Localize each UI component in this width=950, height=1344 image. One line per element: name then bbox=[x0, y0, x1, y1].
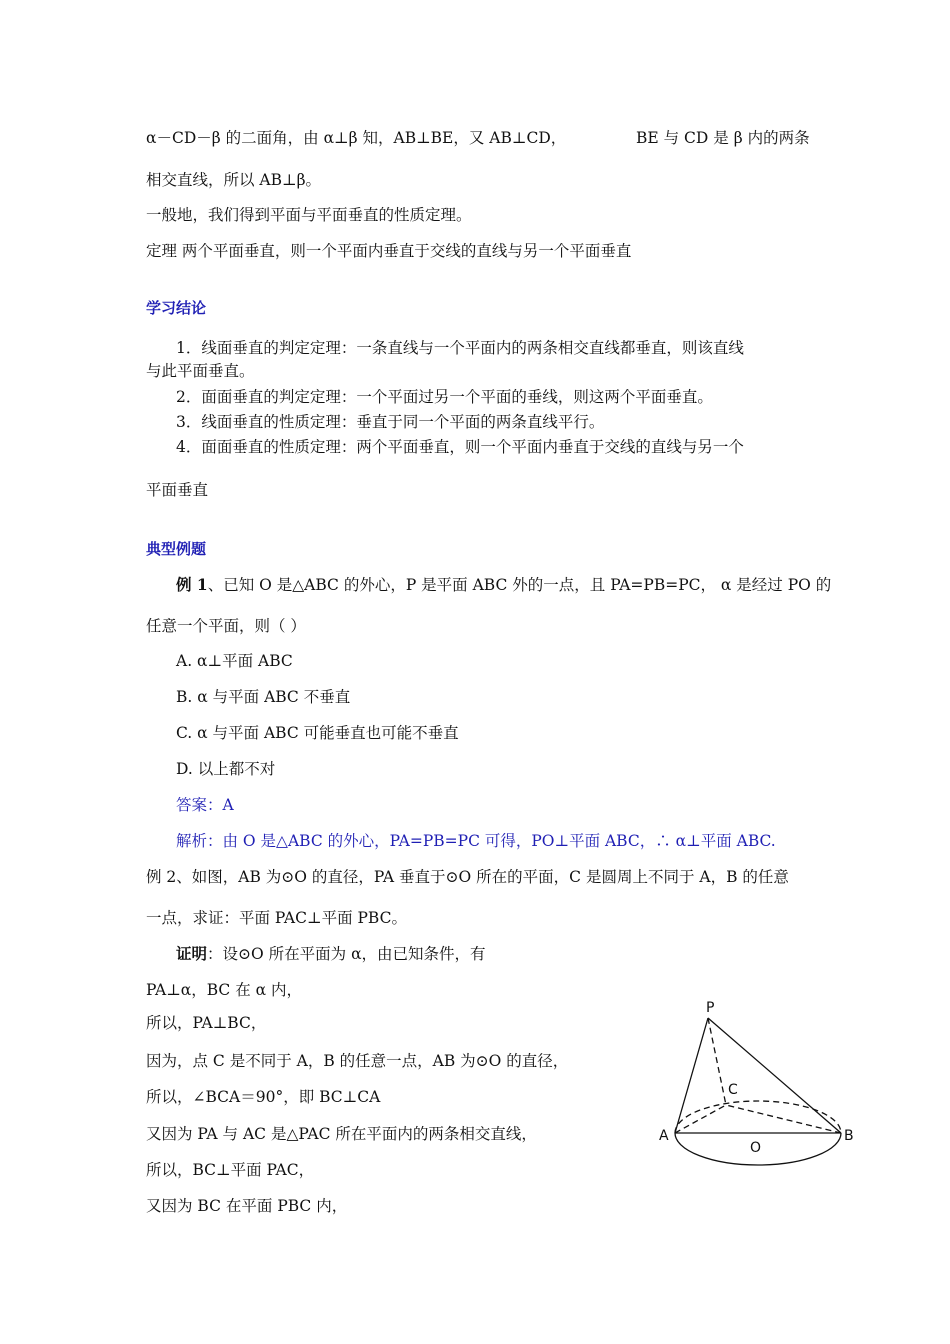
option-d: D. 以上都不对 bbox=[176, 760, 276, 778]
example-2-line-2: 一点，求证：平面 PAC⊥平面 PBC。 bbox=[146, 909, 407, 927]
label-p: P bbox=[706, 1000, 715, 1016]
intro-line-2: 相交直线，所以 AB⊥β。 bbox=[146, 171, 322, 189]
intro-line-1: α－CD－β 的二面角，由 α⊥β 知，AB⊥BE，又 AB⊥CD， bbox=[146, 129, 567, 147]
conclusion-item-4: 4．面面垂直的性质定理：两个平面垂直，则一个平面内垂直于交线的直线与另一个 bbox=[176, 438, 744, 456]
conclusion-item-1: 1．线面垂直的判定定理：一条直线与一个平面内的两条相交直线都垂直，则该直线 bbox=[176, 339, 744, 357]
proof-line-5: 又因为 PA 与 AC 是△PAC 所在平面内的两条相交直线， bbox=[146, 1125, 537, 1143]
analysis: 解析：由 O 是△ABC 的外心，PA=PB=PC 可得，PO⊥平面 ABC，∴ α⊥平面 ABC. bbox=[176, 832, 776, 850]
theorem-line: 定理 两个平面垂直，则一个平面内垂直于交线的直线与另一个平面垂直 bbox=[146, 242, 632, 260]
proof-intro: ：设⊙O 所在平面为 α，由已知条件，有 bbox=[207, 945, 486, 963]
conclusion-item-1-cont: 与此平面垂直。 bbox=[146, 362, 255, 380]
segment-bc bbox=[726, 1105, 841, 1133]
proof-line-7: 又因为 BC 在平面 PBC 内， bbox=[146, 1197, 348, 1215]
intro-line-1b: BE 与 CD 是 β 内的两条 bbox=[636, 129, 810, 147]
proof-line-0 bbox=[176, 944, 486, 964]
proof-label: 证明 bbox=[176, 944, 208, 963]
option-a: A. α⊥平面 ABC bbox=[176, 652, 293, 670]
option-c: C. α 与平面 ABC 可能垂直也可能不垂直 bbox=[176, 724, 459, 742]
geometry-figure bbox=[656, 992, 861, 1172]
segment-pb bbox=[708, 1018, 841, 1133]
conclusions-heading: 学习结论 bbox=[146, 299, 207, 317]
answer: 答案：A bbox=[176, 796, 234, 814]
label-c: C bbox=[728, 1082, 738, 1098]
segment-pa bbox=[675, 1018, 708, 1133]
conclusion-item-4-cont: 平面垂直 bbox=[146, 481, 209, 499]
segment-ac bbox=[675, 1105, 726, 1133]
label-a: A bbox=[659, 1128, 669, 1144]
example-1-text: 、已知 O 是△ABC 的外心，P 是平面 ABC 外的一点，且 PA=PB=PC， α 是经过 PO 的 bbox=[207, 576, 832, 594]
intro-line-3: 一般地，我们得到平面与平面垂直的性质定理。 bbox=[146, 206, 472, 224]
proof-line-1: PA⊥α，BC 在 α 内， bbox=[146, 981, 303, 999]
label-o: O bbox=[750, 1140, 762, 1156]
examples-heading: 典型例题 bbox=[146, 540, 207, 558]
conclusion-item-3: 3．线面垂直的性质定理：垂直于同一个平面的两条直线平行。 bbox=[176, 413, 605, 431]
circle-back-arc bbox=[675, 1101, 841, 1133]
example-1-line-1 bbox=[176, 575, 831, 595]
proof-line-2: 所以，PA⊥BC， bbox=[146, 1014, 267, 1032]
proof-line-4: 所以，∠BCA＝90°，即 BC⊥CA bbox=[146, 1088, 381, 1106]
example-2-line-1: 例 2、如图，AB 为⊙O 的直径，PA 垂直于⊙O 所在的平面，C 是圆周上不同于 A，B 的任意 bbox=[146, 868, 789, 886]
conclusion-item-2: 2．面面垂直的判定定理：一个平面过另一个平面的垂线，则这两个平面垂直。 bbox=[176, 388, 713, 406]
option-b: B. α 与平面 ABC 不垂直 bbox=[176, 688, 351, 706]
example-1-label: 例 1 bbox=[176, 575, 208, 594]
example-1-line-2: 任意一个平面，则（ ） bbox=[146, 617, 306, 635]
proof-line-3: 因为，点 C 是不同于 A，B 的任意一点，AB 为⊙O 的直径， bbox=[146, 1052, 569, 1070]
proof-line-6: 所以，BC⊥平面 PAC， bbox=[146, 1161, 315, 1179]
label-b: B bbox=[844, 1128, 854, 1144]
